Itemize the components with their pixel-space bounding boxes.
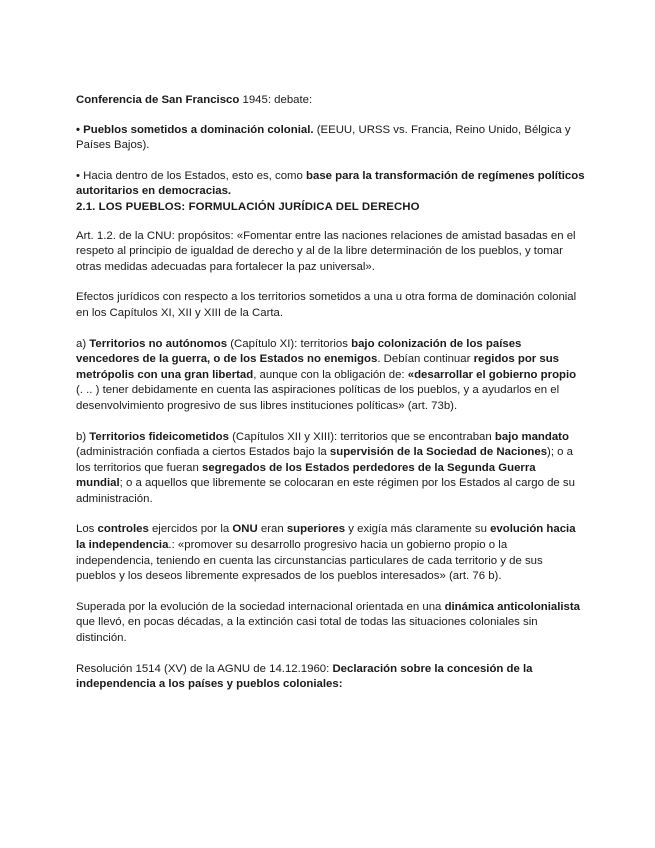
bullet-colonial-bold: • Pueblos sometidos a dominación colonial. [76, 123, 314, 136]
item-a-bold-2: bajo colonización de los países vencedores de la guerra, o de los Estados no enemigos [76, 337, 522, 366]
controles-text-4: y exigía más claramente su [345, 523, 491, 536]
item-a-text-3: . Debían continuar [377, 353, 474, 366]
superada-text-2: que llevó, en pocas décadas, a la extinción casi total de todas las situaciones coloniales sin distinción. [76, 616, 538, 645]
controles-text-5: .: «promover su desarrollo progresivo hacia un gobierno propio o la independencia, teniendo en cuenta las circunstancias particulares de cada territorio y de sus pueblos y los deseos libremente expresados de los pueblos interesados» (art. 76 b). [76, 539, 543, 583]
superada-paragraph [76, 600, 585, 647]
item-b-marker: b) [76, 430, 90, 443]
bullet-states-text: • Hacia dentro de los Estados, esto es, como [76, 169, 307, 182]
intro-rest: 1945: debate: [239, 94, 313, 106]
controles-bold-2: ONU [232, 523, 258, 536]
bullet-colonial-text: (EEUU, URSS vs. Francia, Reino Unido, Bélgica y Países Bajos). [76, 123, 571, 152]
controles-text-1: Los [76, 523, 98, 536]
bullet-states-bold: base para la transformación de regímenes políticos autoritarios en democracias. [76, 169, 585, 198]
item-a-text-4: , aunque con la obligación de: [253, 368, 408, 381]
efectos-paragraph: Efectos jurídicos con respecto a los territorios sometidos a una u otra forma de dominación colonial en los Capítulos XI, XII y XIII de la Carta. [76, 291, 577, 319]
item-b-text-3: (administración confiada a ciertos Estados bajo la [76, 446, 330, 459]
item-a-text-2: (Capítulo XI): territorios [227, 337, 352, 350]
superada-text-1: Superada por la evolución de la sociedad internacional orientada en una [76, 600, 445, 613]
item-b-bold-1: Territorios fideicometidos [89, 430, 229, 443]
resolucion-paragraph [76, 662, 585, 693]
section-heading: 2.1. LOS PUEBLOS: FORMULACIÓN JURÍDICA DEL DERECHO [76, 200, 420, 213]
item-b-bold-4: segregados de los Estados perdedores de la Segunda Guerra mundial [76, 461, 536, 490]
item-a-marker: a) [76, 337, 90, 350]
item-a-bold-1: Territorios no autónomos [89, 337, 228, 350]
item-b-text-2: (Capítulos XII y XIII): territorios que se encontraban [228, 430, 495, 443]
item-b-paragraph [76, 430, 585, 508]
superada-bold-1: dinámica anticolonialista [444, 600, 581, 613]
bullet-colonial [76, 123, 585, 154]
bullet-states [76, 169, 585, 200]
controles-bold-4: evolución hacia la independencia [76, 523, 576, 552]
item-a-text-5: (. .. ) tener debidamente en cuenta las aspiraciones políticas de los pueblos, y a ayudarlos en el desenvolvimiento progresivo de sus libres instituciones políticas» (art. 73b). [76, 384, 560, 412]
controles-bold-1: controles [97, 523, 149, 536]
item-a-paragraph [76, 337, 585, 415]
controles-text-2: ejercidos por la [148, 523, 233, 536]
item-b-text-5: ; o a aquellos que libremente se colocaran en este régimen por los Estados al cargo de su administración. [76, 477, 575, 505]
controles-text-3: eran [257, 523, 287, 536]
controles-bold-3: superiores [286, 523, 346, 536]
resolucion-bold: Declaración sobre la concesión de la independencia a los países y pueblos coloniales: [76, 662, 533, 691]
resolucion-text: Resolución 1514 (XV) de la AGNU de 14.12.1960: [76, 662, 333, 675]
art-paragraph: Art. 1.2. de la CNU: propósitos: «Fomentar entre las naciones relaciones de amistad basadas en el respeto al principio de igualdad de derecho y al de la libre determinación de los pueblos, y tomar otras medidas adecuadas para fortalecer la paz universal». [76, 229, 576, 273]
intro-title: Conferencia de San Francisco [76, 94, 240, 106]
item-a-bold-4: «desarrollar el gobierno propio [407, 368, 577, 381]
item-b-bold-2: bajo mandato [494, 430, 569, 443]
item-b-bold-3: supervisión de la Sociedad de Naciones [329, 446, 548, 459]
controles-paragraph [76, 522, 585, 584]
intro-paragraph [76, 93, 585, 109]
item-a-bold-3: regidos por sus metrópolis con una gran libertad [76, 353, 560, 381]
item-b-text-4: ); o a los territorios que fueran [76, 446, 574, 474]
